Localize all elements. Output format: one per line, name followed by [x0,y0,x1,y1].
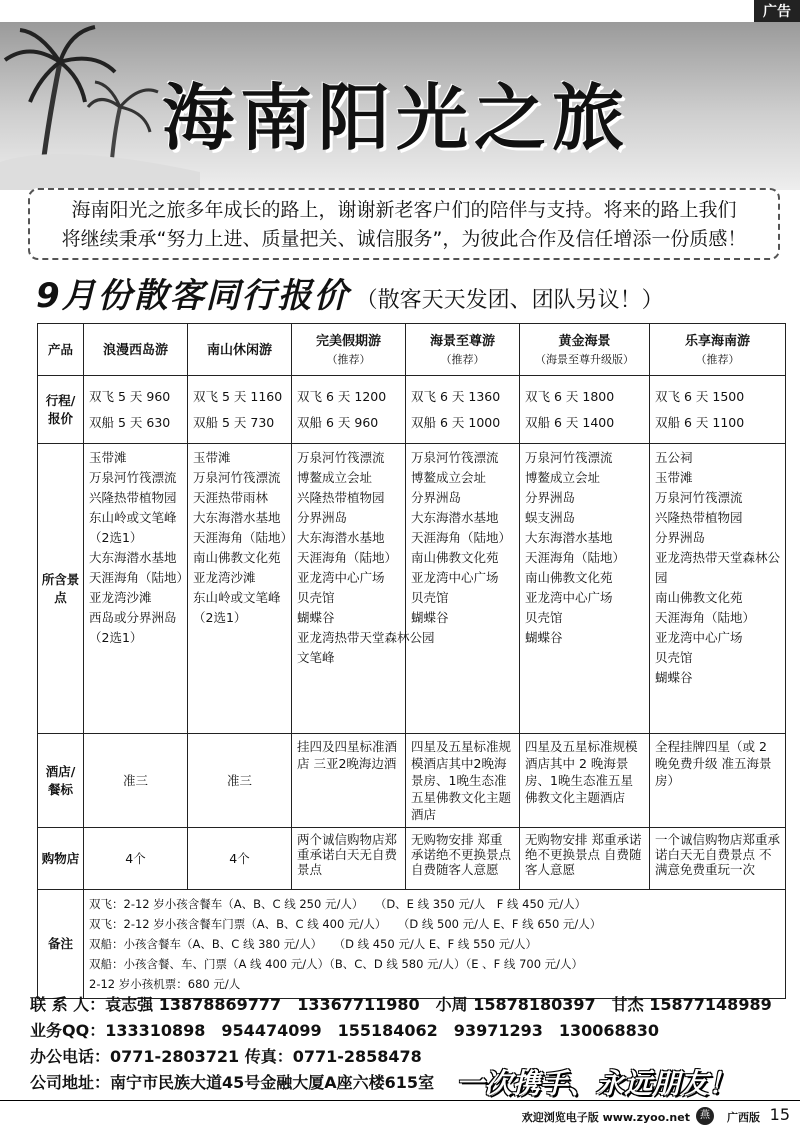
shop-cell: 一个诚信购物店郑重承诺白天无自费景点 不满意免费重玩一次 [650,828,786,890]
price-heading-main: 9月份散客同行报价 [36,276,350,316]
shop-cell: 无购物安排 郑重承诺绝不更换景点 自费随客人意愿 [406,828,520,890]
row-header-hotel: 酒店/餐标 [38,734,84,828]
itinerary-cell: 双飞 6 天 1800 双船 6 天 1400 [520,376,650,444]
contact-people-row: 联 系 人：袁志强 13878869777 13367711980 小周 15878180397 甘杰 15877148989 [30,995,772,1014]
footer [0,1100,800,1129]
price-heading-note: （散客天天发团、团队另议！） [355,288,664,313]
spots-cell: 玉带滩 万泉河竹筏漂流 兴隆热带植物园 东山岭或文笔峰 （2选1） 大东海潜水基地 天涯海角（陆地） 亚龙湾沙滩 西岛或分界洲岛 （2选1） [84,444,188,734]
contact-qq-row: 业务QQ：133310898 954474099 155184062 93971293 130068830 [30,1021,660,1040]
row-header-spots: 所含景点 [38,444,84,734]
spots-cell: 万泉河竹筏漂流 博鳌成立会址 分界洲岛 大东海潜水基地 天涯海角（陆地） 南山佛教文化苑 亚龙湾中心广场 贝壳馆 蝴蝶谷 [406,444,520,734]
footer-edition: 广西版 [727,1111,760,1124]
product-header: 海景至尊游 （推荐） [406,324,520,376]
hotel-cell: 全程挂牌四星（或 2 晚免费升级 准五海景房） [650,734,786,828]
spots-cell: 五公祠 玉带滩 万泉河竹筏漂流 兴隆热带植物园 分界洲岛 亚龙湾热带天堂森林公园 南山佛教文化苑 天涯海角（陆地） 亚龙湾中心广场 贝壳馆 蝴蝶谷 [650,444,786,734]
itinerary-cell: 双飞 5 天 960 双船 5 天 630 [84,376,188,444]
intro-line-2: 将继续秉承“努力上进、质量把关、诚信服务”，为彼此合作及信任增添一份质感！ [61,228,747,250]
shop-cell: 两个诚信购物店郑重承诺白天无自费景点 [292,828,406,890]
contact-address-row: 公司地址：南宁市民族大道45号金融大厦A座六楼615室 [30,1073,435,1092]
spots-row [38,444,786,734]
note-line: 双飞：2-12 岁小孩含餐车（A、B、C 线 250 元/人） （D、E 线 350 元/人 F 线 450 元/人） [89,897,587,911]
spots-cell: 玉带滩 万泉河竹筏漂流 天涯热带雨林 大东海潜水基地 天涯海角（陆地） 南山佛教文化苑 亚龙湾沙滩 东山岭或文笔峰 （2选1） [188,444,292,734]
price-table [37,323,786,999]
notes-cell [84,890,786,999]
shop-row [38,828,786,890]
spots-cell: 万泉河竹筏漂流 博鳌成立会址 分界洲岛 蜈支洲岛 大东海潜水基地 天涯海角（陆地） 南山佛教文化苑 亚龙湾中心广场 贝壳馆 蝴蝶谷 [520,444,650,734]
itinerary-row [38,376,786,444]
itinerary-cell: 双飞 6 天 1360 双船 6 天 1000 [406,376,520,444]
shop-cell: 4个 [84,828,188,890]
hotel-cell: 四星及五星标准规模酒店其中2晚海景房、1晚生态准五星佛教文化主题酒店 [406,734,520,828]
ad-tag: 广告 [754,0,800,24]
product-header: 浪漫西岛游 [84,324,188,376]
row-header-itinerary: 行程/报价 [38,376,84,444]
contact-phone-row: 办公电话：0771-2803721 传真：0771-2858478 [30,1047,422,1066]
notes-row [38,890,786,999]
product-header: 南山休闲游 [188,324,292,376]
product-header: 乐享海南游 （推荐） [650,324,786,376]
corner-cell: 产品 [38,324,84,376]
itinerary-cell: 双飞 6 天 1500 双船 6 天 1100 [650,376,786,444]
banner-title: 海南阳光之旅 [162,76,631,160]
note-line: 双飞：2-12 岁小孩含餐车门票（A、B、C 线 400 元/人） （D 线 500 元/人 E、F 线 650 元/人） [89,917,602,931]
shop-cell: 无购物安排 郑重承诺绝不更换景点 自费随客人意愿 [520,828,650,890]
slogan: 一次携手、永远朋友！ [456,1067,737,1100]
shop-cell: 4个 [188,828,292,890]
product-header: 完美假期游 （推荐） [292,324,406,376]
row-header-notes: 备注 [38,890,84,999]
itinerary-cell: 双飞 5 天 1160 双船 5 天 730 [188,376,292,444]
hotel-cell: 四星及五星标准规模酒店其中 2 晚海景房、1晚生态准五星佛教文化主题酒店 [520,734,650,828]
price-heading [36,268,664,317]
intro-box [28,188,780,260]
itinerary-cell: 双飞 6 天 1200 双船 6 天 960 [292,376,406,444]
header-row [38,324,786,376]
note-line: 双船：小孩含餐车（A、B、C 线 380 元/人） （D 线 450 元/人 E、F 线 550 元/人） [89,937,538,951]
hotel-cell: 准三 [188,734,292,828]
note-line: 双船：小孩含餐、车、门票（A 线 400 元/人）（B、C、D 线 580 元/人）（E 、F 线 700 元/人） [89,957,584,971]
intro-line-1: 海南阳光之旅多年成长的路上，谢谢新老客户们的陪伴与支持。将来的路上我们 [71,199,737,221]
spots-cell: 万泉河竹筏漂流 博鳌成立会址 兴隆热带植物园 分界洲岛 大东海潜水基地 天涯海角（陆地） 亚龙湾中心广场 贝壳馆 蝴蝶谷 亚龙湾热带天堂森林公园 文笔峰 [292,444,406,734]
note-line: 2-12 岁小孩机票：680 元/人 [89,977,241,991]
hotel-cell: 准三 [84,734,188,828]
row-header-shop: 购物店 [38,828,84,890]
magazine-logo-icon: 燕 [696,1107,714,1125]
page-number: 15 [769,1105,790,1124]
product-header: 黄金海景 （海景至尊升级版） [520,324,650,376]
footer-website: 欢迎浏览电子版 www.zyoo.net [521,1111,690,1124]
hotel-cell: 挂四及四星标准酒店 三亚2晚海边酒 [292,734,406,828]
hotel-row [38,734,786,828]
banner [0,22,800,190]
